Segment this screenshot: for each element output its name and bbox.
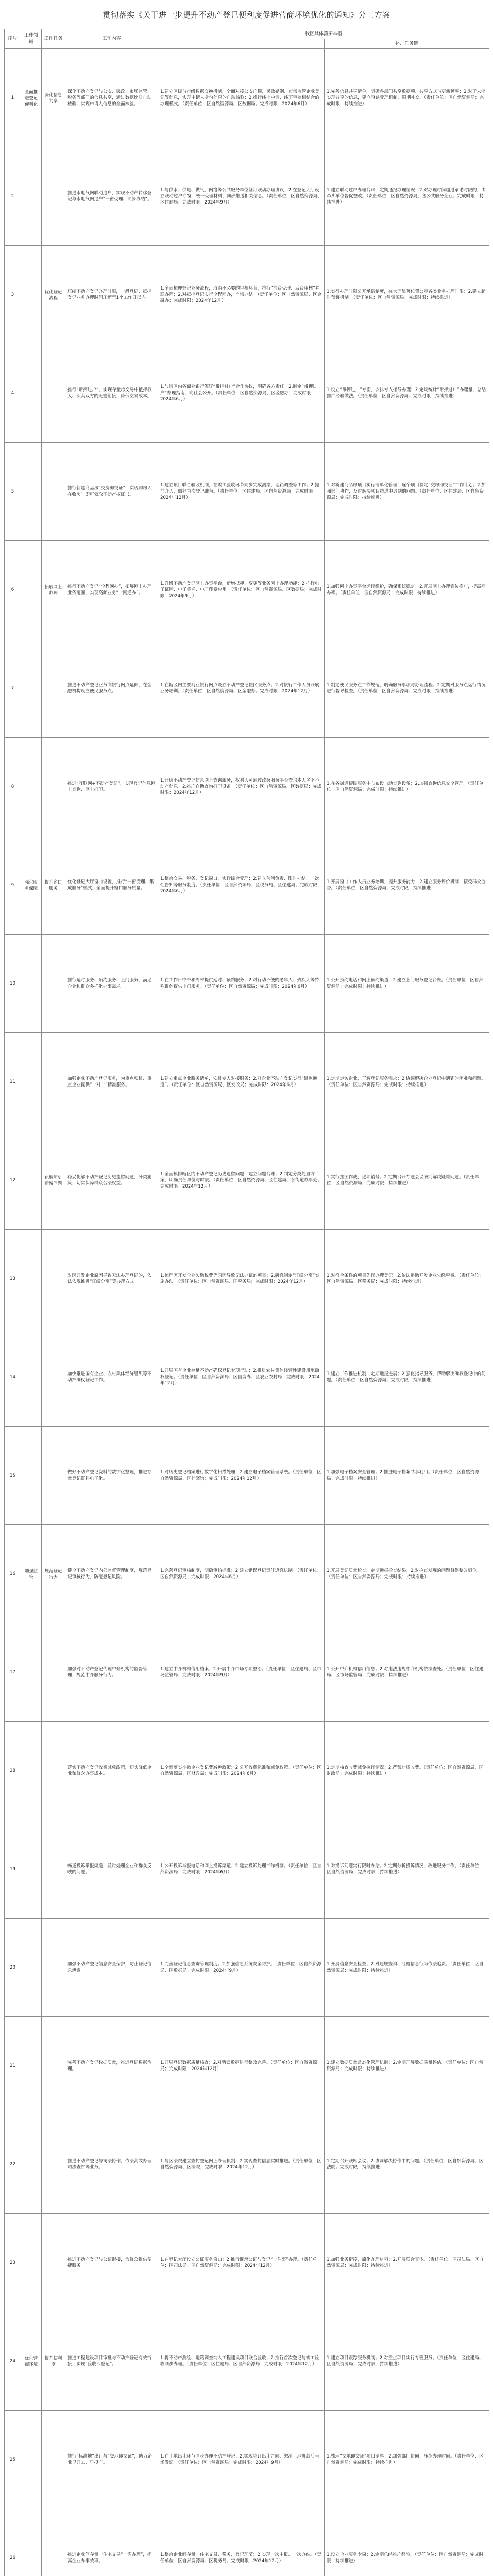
page-title: 贯彻落实《关于进一步提升不动产登记便利度促进营商环境优化的通知》分工方案 [103,10,390,20]
measure-b-cell: 1.公开预约电话和网上预约渠道；2.建立上门服务登记台账。（责任单位：区自然资源局；完成时限：持续推进） [325,935,489,1033]
measure-a-cell: 1.建立项目联合验收机制，在竣工验收环节同步完成测绘、地籍调查等工作；2.提前介入，做好首次登记准备。（责任单位：区住建局、区自然资源局；完成时限：2024年12月） [158,443,325,541]
table-row [5,2411,489,2509]
measure-b-cell: 1.加强电子档案安全管理；2.推进电子档案共享利用。（责任单位：区自然资源局；完成时限：持续推进） [325,1427,489,1525]
domain-cell [21,1427,42,1525]
domain-cell: 强化服务保障 [21,836,42,935]
seq-cell: 21 [5,2017,21,2115]
task-cell: 提升便利度 [42,2312,65,2411]
col-header-task: 工作任务 [42,29,65,49]
seq-cell: 17 [5,1623,21,1722]
task-cell [42,2115,65,2214]
domain-cell [21,1131,42,1230]
measure-a-cell: 1.开展国有企业存量不动产确权登记专项行动；2.推进农村集体经营性建设用地确权登记。（责任单位：区自然资源局、区国资办、区农业农村局；完成时限：2024年12月） [158,1328,325,1427]
measure-a-cell: 1.在辖区内主要商业银行网点设立不动产登记便民服务点；2.对银行工作人员开展业务培训。（责任单位：区自然资源局、区金融办；完成时限：2024年12月） [158,639,325,738]
measure-b-cell: 1.开展信息安全检查；2.对违规查询、泄露信息行为依法追责。（责任单位：区自然资源局；完成时限：持续推进） [325,1919,489,2017]
measure-b-cell: 1.设立企业服务专窗；2.定期总结推广经验。（责任单位：区自然资源局；完成时限：持续推进） [325,2509,489,2576]
domain-cell [21,344,42,443]
content-cell: 推进不动产登记与公证衔接，为群众提供便捷服务。 [65,2214,158,2312]
seq-cell: 15 [5,1427,21,1525]
content-cell: 推行“标准地”出让与“交地即交证”，助力企业早开工、早投产。 [65,2411,158,2509]
col-header-measures-b: 补、任务链 [325,39,489,49]
table-row [5,2115,489,2214]
table-row [5,246,489,344]
table-row [5,1328,489,1427]
table-row [5,2214,489,2312]
table-row [5,344,489,443]
header-row-1 [5,29,489,39]
seq-cell: 26 [5,2509,21,2576]
seq-cell: 23 [5,2214,21,2312]
content-cell: 压缩不动产登记办理时限，一般登记、抵押登记业务办理时间压缩至1个工作日以内。 [65,246,158,344]
measure-a-cell: 1.全面落实小微企业登记费减免政策；2.公开收费标准和减免政策。（责任单位：区自然资源局、区财政局；完成时限：2024年6月） [158,1722,325,1820]
domain-cell [21,2115,42,2214]
measure-b-cell: 1.开展登记质量检查，定期通报检查结果；2.对检查发现的问题督促整改到位。（责任单位：区自然资源局；完成时限：持续推进） [325,1525,489,1623]
seq-cell: 22 [5,2115,21,2214]
measure-a-cell: 1.将不动产测绘、地籍调查纳入工程建设项目联合验收；2.推行首次登记与竣工验收同步办理。（责任单位：区住建局、区自然资源局；完成时限：2024年12月） [158,2312,325,2411]
domain-cell: 优化营商环境 [21,2312,42,2411]
seq-cell: 16 [5,1525,21,1623]
measure-b-cell: 1.完善信息共享清单，明确各部门共享数据项、共享方式与更新频率；2.对于未能实现共享的信息，建立容缺受理机制，限期补交。（责任单位：区自然资源局；完成时限：持续推进） [325,49,489,147]
measure-a-cell: 1.建立区级与市级数据交换机制，全面对接公安户籍、民政婚姻、市场监管企业登记等信息，实现申请人身份信息的自动核验；2.推行线上申请、线下审核相结合的办理模式。（责任单位：区自然资源局、区数据局；完成时限：2024年6月） [158,49,325,147]
seq-cell: 7 [5,639,21,738]
col-header-content: 工作内容 [65,29,158,49]
content-cell: 加快推进国有企业、农村集体经济组织等不动产确权登记工作。 [65,1328,158,1427]
seq-cell: 18 [5,1722,21,1820]
task-cell [42,1328,65,1427]
domain-cell: 全面推进登记便利化 [21,49,42,147]
measure-a-cell: 1.在工作日中午和周末提供延时、预约服务；2.对行动不便的老年人、残疾人等特殊群体提供上门服务。（责任单位：区自然资源局；完成时限：2024年6月） [158,935,325,1033]
seq-cell: 10 [5,935,21,1033]
measure-a-cell: 1.建立重点企业服务清单，安排专人对接服务；2.对企业不动产登记实行“绿色通道”。（责任单位：区自然资源局、区发改局；完成时限：2024年6月） [158,1033,325,1131]
content-cell: 落实不动产登记收费减免政策，切实降低企业和群众办事成本。 [65,1722,158,1820]
task-cell [42,1033,65,1131]
domain-cell [21,1722,42,1820]
seq-cell: 20 [5,1919,21,2017]
table-row [5,1623,489,1722]
measure-a-cell: 1.建立中介机构信用档案；2.开展中介市场专项整治。（责任单位：区住建局、区市场监管局；完成时限：2024年9月） [158,1623,325,1722]
measure-b-cell: 1.对符合条件的项目先行办理登记；2.依法追缴开发企业欠缴税费。（责任单位：区自然资源局、区税务局；完成时限：持续推进） [325,1230,489,1328]
measure-a-cell: 1.与区法院建立查封登记网上办理机制；2.实现查封信息实时推送。（责任单位：区自然资源局、区法院；完成时限：2024年12月） [158,2115,325,2214]
task-cell [42,639,65,738]
table-row [5,49,489,147]
domain-cell [21,541,42,639]
seq-cell: 25 [5,2411,21,2509]
measure-a-cell: 1.梳理因开发企业欠缴税费等原因导致无法办证的项目；2.研究制定“证缴分离”实施办法。（责任单位：区自然资源局、区税务局；完成时限：2024年12月） [158,1230,325,1328]
measure-a-cell: 1.开展登记数据质量核查；2.对错误数据进行整改完善。（责任单位：区自然资源局；完成时限：2024年12月） [158,2017,325,2115]
table-row [5,443,489,541]
task-cell [42,2411,65,2509]
content-cell: 推行新建商品房“交房即交证”，实现购房人在收房时即可领取不动产权证书。 [65,443,158,541]
measure-b-cell: 1.定期核查收费减免执行情况；2.严禁违规收费。（责任单位：区自然资源局、区财政局；完成时限：持续推进） [325,1722,489,1820]
task-cell [42,1820,65,1919]
content-cell: 深化不动产登记与公安、民政、市场监管、税务等部门的信息共享，通过数据比对自动核验，实现申请人信息的全面核验。 [65,49,158,147]
domain-cell [21,443,42,541]
task-cell: 深化信息共享 [42,49,65,147]
measure-b-cell: 1.制定便民服务点工作规范，明确服务事项与办理流程；2.定期对服务点运行情况进行督导检查。（责任单位：区自然资源局；完成时限：持续推进） [325,639,489,738]
task-cell [42,1623,65,1722]
domain-cell [21,147,42,246]
content-cell: 推进工程建设项目审批与不动产登记有效衔接，实现“验收即登记”。 [65,2312,158,2411]
content-cell: 推行延时服务、预约服务、上门服务，满足企业和群众多样化办事需求。 [65,935,158,1033]
content-cell: 推进不动产登记与司法协作，依法高效办理司法查封等业务。 [65,2115,158,2214]
task-cell: 拓展网上办理 [42,541,65,639]
measure-a-cell: 1.在登记大厅设立公证服务窗口；2.推行继承公证与登记“一件事”办理。（责任单位：区司法局、区自然资源局；完成时限：2024年12月） [158,2214,325,2312]
seq-cell: 9 [5,836,21,935]
domain-cell [21,246,42,344]
content-cell: 推进“互联网+不动产登记”，实现登记信息网上查询、网上打印。 [65,738,158,836]
task-cell [42,1722,65,1820]
seq-cell: 8 [5,738,21,836]
content-cell: 优化登记大厅窗口设置，推行“一窗受理、集成服务”模式，全面提升窗口服务质量。 [65,836,158,935]
content-cell: 做好不动产登记资料的数字化整理，推进存量登记资料电子化。 [65,1427,158,1525]
task-cell: 化解历史遗留问题 [42,1131,65,1230]
task-cell: 优化登记流程 [42,246,65,344]
content-cell: 推行“带押过户”，实现存量房交易中抵押权人、买卖双方的无缝衔接，降低交易成本。 [65,344,158,443]
seq-cell: 1 [5,49,21,147]
plan-table-body [5,49,489,2576]
task-cell [42,738,65,836]
measure-b-cell: 1.定期召开联席会议；2.协调解决协作中的问题。（责任单位：区自然资源局、区法院；完成时限：持续推进） [325,2115,489,2214]
domain-cell [21,1033,42,1131]
content-cell: 加强对不动产登记代理中介机构的监督管理，规范中介服务行为。 [65,1623,158,1722]
task-cell [42,1919,65,2017]
task-cell [42,935,65,1033]
measure-b-cell: 1.加强网上办事平台运行维护，确保系统稳定；2.开展网上办理宣传推广，提高网办率。（责任单位：区自然资源局；完成时限：持续推进） [325,541,489,639]
measure-a-cell: 1.完善登记信息查询管理制度；2.加强信息系统安全防护。（责任单位：区自然资源局、区数据局；完成时限：2024年9月） [158,1919,325,2017]
seq-cell: 3 [5,246,21,344]
col-header-measures-a [158,39,325,49]
table-row [5,738,489,836]
table-row [5,1427,489,1525]
measure-b-cell: 1.建立项目跟踪服务机制；2.对重点项目实行专班服务。（责任单位：区住建局、区自然资源局；完成时限：持续推进） [325,2312,489,2411]
plan-table [4,29,489,2576]
table-row [5,1919,489,2017]
table-row [5,1230,489,1328]
seq-cell: 2 [5,147,21,246]
measure-a-cell: 1.与辖区内各商业银行签订“带押过户”合作协议，明确各方责任；2.制定“带押过户”办理指南，向社会公开。（责任单位：区自然资源局、区金融办；完成时限：2024年6月） [158,344,325,443]
domain-cell [21,1820,42,1919]
measure-a-cell: 1.对历史登记档案进行数字化扫描处理；2.建立电子档案管理系统。（责任单位：区自然资源局、区档案馆；完成时限：2024年12月） [158,1427,325,1525]
seq-cell: 11 [5,1033,21,1131]
table-row [5,147,489,246]
seq-cell: 6 [5,541,21,639]
measure-b-cell: 1.加强业务衔接，简化办理材料；2.开展联合宣传。（责任单位：区司法局、区自然资源局；完成时限：持续推进） [325,2214,489,2312]
domain-cell [21,2214,42,2312]
domain-cell [21,935,42,1033]
measure-b-cell: 1.实行挂图作战，逐项销号；2.定期召开专题会议研究解决疑难问题。（责任单位：区自然资源局；完成时限：持续推进） [325,1131,489,1230]
measure-b-cell: 1.建立联动过户办理台账，定期通报办理情况；2.对办理时间超过承诺时限的，由牵头单位督促整改。（责任单位：区自然资源局、各公共服务企业；完成时限：持续推进） [325,147,489,246]
content-cell: 健全不动产登记内部监督管理制度，规范登记审核行为，防范登记风险。 [65,1525,158,1623]
domain-cell [21,738,42,836]
measure-b-cell: 1.梳理“交地即交证”项目清单；2.加强部门协同，压缩办理时间。（责任单位：区自然资源局；完成时限：持续推进） [325,2411,489,2509]
measure-b-cell: 1.建立数据质量常态化管理机制；2.定期开展数据质量评估。（责任单位：区自然资源局；完成时限：持续推进） [325,2017,489,2115]
seq-cell: 19 [5,1820,21,1919]
content-cell: 稳妥化解不动产登记历史遗留问题，分类施策，切实保障群众合法权益。 [65,1131,158,1230]
task-cell: 规范登记行为 [42,1525,65,1623]
measure-a-cell: 1.公开投诉举报电话和网上投诉渠道；2.建立投诉处理工作机制。（责任单位：区自然资源局；完成时限：2024年6月） [158,1820,325,1919]
content-cell: 畅通投诉举报渠道，及时处理企业和群众反映的问题。 [65,1820,158,1919]
measure-a-cell: 1.全面摸排辖区内不动产登记历史遗留问题，建立问题台账；2.制定分类处置方案，明确责任单位与时限。（责任单位：区自然资源局、区住建局、各街道办事处；完成时限：2024年12月） [158,1131,325,1230]
measure-a-cell: 1.整合企业间存量非住宅交易、税务、登记环节；2.实现一次申报、一次办结。（责任单位：区自然资源局、区税务局；完成时限：2024年12月） [158,2509,325,2576]
domain-cell [21,2411,42,2509]
task-cell [42,1427,65,1525]
measure-b-cell: 1.设立“带押过户”专窗，安排专人指导办理；2.定期统计“带押过户”办理量，总结推广经验做法。（责任单位：区自然资源局；完成时限：持续推进） [325,344,489,443]
table-row [5,1131,489,1230]
table-row [5,1033,489,1131]
content-cell: 推行不动产登记“全程网办”，拓展网上办理业务范围，实现高频业务“一网通办”。 [65,541,158,639]
measure-a-cell: 1.开通不动产登记信息网上查询服务，权利人可通过政务服务平台查询本人名下不动产信息；2.推广自助查询打印设备。（责任单位：区自然资源局、区数据局；完成时限：2024年12月） [158,738,325,836]
domain-cell [21,1623,42,1722]
table-row [5,935,489,1033]
domain-cell: 加强监管 [21,1525,42,1623]
content-cell: 加强不动产登记信息安全保护，防止登记信息泄露。 [65,1919,158,2017]
content-cell: 对因开发企业原因导致无法办理登记的，依法依规推进“证缴分离”等办理方式。 [65,1230,158,1328]
measure-b-cell: 1.公开中介机构信用信息；2.对违法违规中介机构依法查处。（责任单位：区住建局、区市场监管局；完成时限：持续推进） [325,1623,489,1722]
seq-cell: 14 [5,1328,21,1427]
measure-b-cell: 1.开展窗口工作人员业务培训，提升服务能力；2.建立服务评价机制，接受群众监督。（责任单位：区自然资源局；完成时限：持续推进） [325,836,489,935]
task-cell [42,1230,65,1328]
table-row [5,1525,489,1623]
table-row [5,639,489,738]
seq-cell: 13 [5,1230,21,1328]
table-row [5,1820,489,1919]
table-row [5,2509,489,2576]
measure-a-cell: 1.与供水、供电、供气、网络等公共服务单位签订联动办理协议；2.在登记大厅设立联动过户专窗，统一受理材料，同步推送相关信息。（责任单位：区自然资源局、区住建局；完成时限：2024年9月） [158,147,325,246]
domain-cell [21,2509,42,2576]
table-row [5,1722,489,1820]
seq-cell: 12 [5,1131,21,1230]
task-cell [42,2017,65,2115]
content-cell: 推进不动产登记业务向银行网点延伸，在金融机构设立便民服务点。 [65,639,158,738]
measure-a-cell: 1.完善登记审核制度，明确审核标准；2.建立错误登记责任追究机制。（责任单位：区自然资源局；完成时限：2024年6月） [158,1525,325,1623]
measure-a-cell: 1.在土地出让环节同步办理不动产登记；2.实现签订出让合同、缴清土地价款后当场发证。（责任单位：区自然资源局；完成时限：2024年9月） [158,2411,325,2509]
seq-cell: 5 [5,443,21,541]
col-header-measures: 我区具体落实举措 [158,29,489,39]
task-cell [42,344,65,443]
domain-cell [21,639,42,738]
task-cell [42,443,65,541]
content-cell: 推进企业间存量非住宅交易“一窗办理”，提高企业办事效率。 [65,2509,158,2576]
domain-cell [21,1230,42,1328]
content-cell: 完善不动产登记数据质量，推进登记数据治理。 [65,2017,158,2115]
col-header-domain: 工作领域 [21,29,42,49]
seq-cell: 4 [5,344,21,443]
task-cell [42,2214,65,2312]
measure-b-cell: 1.建立工作推进机制，定期通报进展；2.强化指导服务，帮助解决确权登记中的问题。（责任单位：区自然资源局；完成时限：持续推进） [325,1328,489,1427]
table-row [5,541,489,639]
measure-a-cell: 1.升级不动产登记网上办事平台，新增抵押、变更等业务网上办理功能；2.推行电子证照、电子签名、电子印章应用。（责任单位：区自然资源局、区数据局；完成时限：2024年9月） [158,541,325,639]
measure-a-cell: 1.整合交易、税务、登记窗口，实行综合受理；2.建立首问负责、限时办结、一次性告知等服务制度。（责任单位：区自然资源局、区税务局、区住建局；完成时限：2024年6月） [158,836,325,935]
seq-cell: 24 [5,2312,21,2411]
measure-a-cell: 1.全面梳理登记业务流程，取消不必要的审核环节，推行“前台受理、后台审核”并联办理；2.对抵押登记实行全程网办，当场办结。（责任单位：区自然资源局、区金融办；完成时限：2024年12月） [158,246,325,344]
table-row [5,2312,489,2411]
content-cell: 加强企业不动产登记服务，为重点项目、重点企业提供“一对一”精准服务。 [65,1033,158,1131]
domain-cell [21,1919,42,2017]
measure-b-cell: 1.实行办理时限公开承诺制度，在大厅显著位置公示各类业务办理时限；2.建立超时预警机制。（责任单位：区自然资源局；完成时限：持续推进） [325,246,489,344]
table-row [5,836,489,935]
measure-b-cell: 1.对新建商品房项目实行清单化管理，逐个项目制定“交房即交证”工作计划；2.加强部门协作，及时解决项目推进中遇到的问题。（责任单位：区住建局、区自然资源局；完成时限：持续推进） [325,443,489,541]
measure-b-cell: 1.在各街道便民服务中心布设自助查询设备；2.加强查询信息安全管理。（责任单位：区自然资源局；完成时限：持续推进） [325,738,489,836]
task-cell: 提升窗口服务 [42,836,65,935]
content-cell: 推进水电气网联动过户，实现不动产转移登记与水电气网过户“一窗受理、同步办结”。 [65,147,158,246]
col-header-seq: 序号 [5,29,21,49]
measure-b-cell: 1.对投诉问题实行限时办结；2.定期分析投诉情况，改进服务工作。（责任单位：区自然资源局；完成时限：持续推进） [325,1820,489,1919]
task-cell [42,2509,65,2576]
task-cell [42,147,65,246]
domain-cell [21,1328,42,1427]
table-row [5,2017,489,2115]
domain-cell [21,2017,42,2115]
measure-b-cell: 1.定期走访企业，了解登记服务需求；2.协调解决企业登记中遇到的困难和问题。（责任单位：区自然资源局；完成时限：持续推进） [325,1033,489,1131]
